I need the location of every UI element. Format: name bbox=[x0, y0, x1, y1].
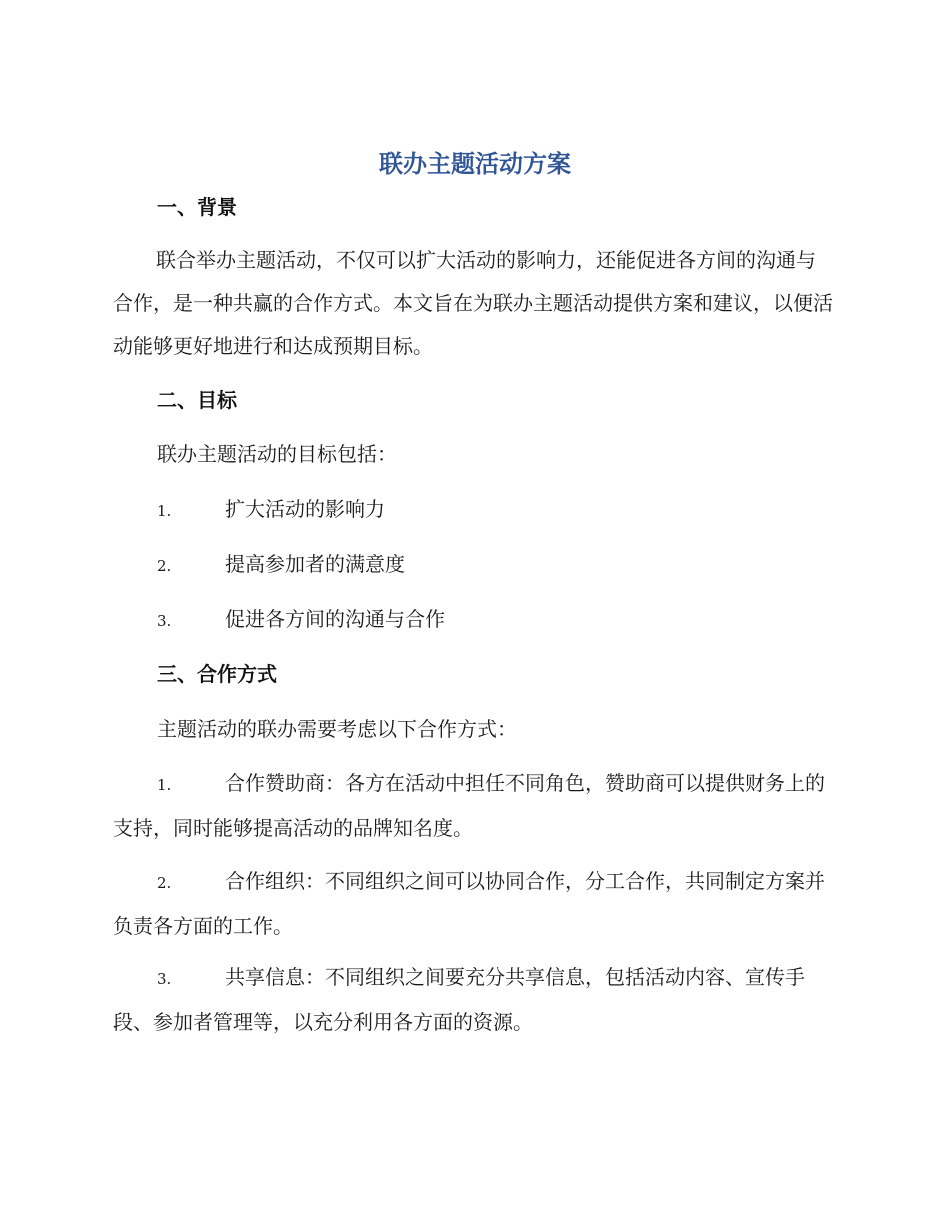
goal-item bbox=[113, 598, 833, 643]
cooperation-text: 合作组织：不同组织之间可以协同合作，分工合作，共同制定方案并负责各方面的工作。 bbox=[113, 869, 825, 938]
goal-text: 扩大活动的影响力 bbox=[225, 497, 385, 521]
cooperation-item bbox=[113, 762, 833, 850]
cooperation-text: 合作赞助商：各方在活动中担任不同角色，赞助商可以提供财务上的支持，同时能够提高活动的品牌知名度。 bbox=[113, 771, 825, 840]
cooperation-item bbox=[113, 956, 833, 1044]
cooperation-intro: 主题活动的联办需要考虑以下合作方式： bbox=[157, 717, 517, 741]
background-paragraph: 联合举办主题活动，不仅可以扩大活动的影响力，还能促进各方间的沟通与合作，是一种共赢的合作方式。本文旨在为联办主题活动提供方案和建议，以便活动能够更好地进行和达成预期目标。 bbox=[113, 248, 833, 358]
cooperation-text: 共享信息：不同组织之间要充分共享信息，包括活动内容、宣传手段、参加者管理等，以充分利用各方面的资源。 bbox=[113, 965, 805, 1034]
list-number: 1. bbox=[157, 776, 172, 794]
section-heading-background: 一、背景 bbox=[157, 195, 237, 219]
section-heading-cooperation: 三、合作方式 bbox=[157, 662, 277, 686]
document-title: 联办主题活动方案 bbox=[379, 150, 571, 178]
goal-text: 提高参加者的满意度 bbox=[225, 552, 405, 576]
cooperation-item bbox=[113, 860, 833, 948]
list-number: 1. bbox=[157, 502, 172, 520]
section-heading-goals: 二、目标 bbox=[157, 388, 237, 412]
goal-text: 促进各方间的沟通与合作 bbox=[225, 607, 445, 631]
goals-intro: 联办主题活动的目标包括： bbox=[157, 442, 397, 466]
goal-item bbox=[113, 488, 833, 533]
list-number: 2. bbox=[157, 557, 172, 575]
list-number: 3. bbox=[157, 970, 172, 988]
list-number: 2. bbox=[157, 874, 172, 892]
goal-item bbox=[113, 543, 833, 588]
list-number: 3. bbox=[157, 612, 172, 630]
